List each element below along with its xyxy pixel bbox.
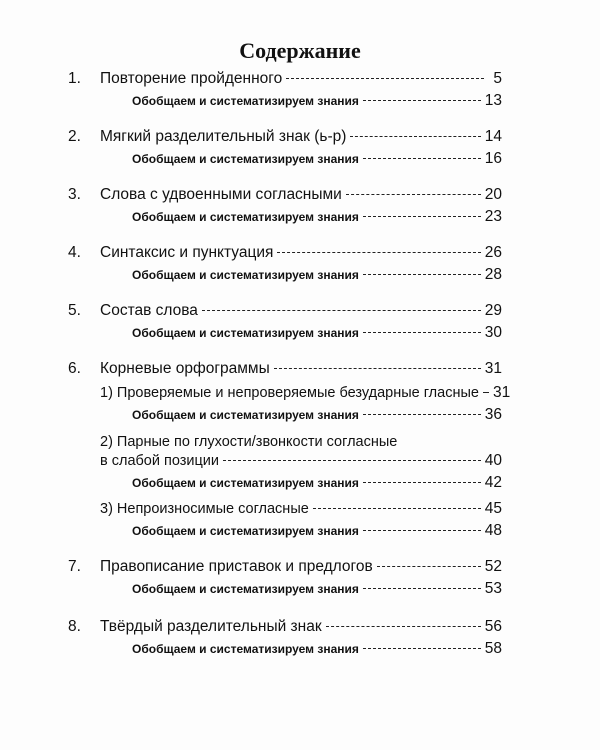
entry-number: 8. <box>68 618 81 635</box>
leader-line <box>274 367 481 369</box>
summary-title: Обобщаем и систематизируем знания <box>132 152 359 166</box>
leader-line <box>223 459 481 461</box>
leader-line <box>363 215 481 217</box>
page-number: 52 <box>484 558 502 575</box>
leader-line <box>363 273 481 275</box>
toc-summary-8[interactable] <box>132 640 502 658</box>
leader-line <box>363 529 481 531</box>
entry-title: Твёрдый разделительный знак <box>100 618 322 635</box>
summary-title: Обобщаем и систематизируем знания <box>132 268 359 282</box>
toc-subentry-6-2[interactable] <box>100 452 502 470</box>
page-number: 23 <box>484 208 502 225</box>
leader-line <box>377 565 481 567</box>
toc-subentry-6-3[interactable] <box>100 500 502 518</box>
entry-title: Правописание приставок и предлогов <box>100 558 373 575</box>
page-number: 5 <box>493 70 502 87</box>
leader-line <box>483 391 489 393</box>
toc-subentry-6-2-line1[interactable] <box>100 434 397 450</box>
entry-title-continued: в слабой позиции <box>100 453 220 469</box>
page-number: 16 <box>484 150 502 167</box>
page-number: 29 <box>484 302 502 319</box>
toc-entry-3[interactable] <box>68 186 502 204</box>
entry-title: Синтаксис и пунктуация <box>100 244 274 261</box>
toc-summary-6-3[interactable] <box>132 522 502 540</box>
leader-line <box>202 309 481 311</box>
page-number: 53 <box>484 580 502 597</box>
summary-title: Обобщаем и систематизируем знания <box>132 326 359 340</box>
summary-title: Обобщаем и систематизируем знания <box>132 94 359 108</box>
toc-entry-1[interactable] <box>68 70 502 88</box>
toc-entry-2[interactable] <box>68 128 502 146</box>
page-number: 36 <box>484 406 502 423</box>
toc-summary-2[interactable] <box>132 150 502 168</box>
page-number: 42 <box>484 474 502 491</box>
entry-title: Мягкий разделительный знак (ь-р) <box>100 128 347 145</box>
leader-line <box>363 157 481 159</box>
page-title: Содержание <box>239 38 361 63</box>
toc-subentry-6-1[interactable] <box>100 384 511 402</box>
page-number: 58 <box>484 640 502 657</box>
summary-title: Обобщаем и систематизируем знания <box>132 642 359 656</box>
entry-title: 3) Непроизносимые согласные <box>100 501 309 517</box>
entry-number: 7. <box>68 558 81 575</box>
entry-number: 6. <box>68 360 81 377</box>
entry-number: 5. <box>68 302 81 319</box>
entry-title: 1) Проверяемые и непроверяемые безударные гласные <box>100 385 479 401</box>
toc-entry-8[interactable] <box>68 618 502 636</box>
toc-entry-4[interactable] <box>68 244 502 262</box>
leader-line <box>363 587 481 589</box>
entry-number: 3. <box>68 186 81 203</box>
page-number: 20 <box>484 186 502 203</box>
toc-entry-6[interactable] <box>68 360 502 378</box>
page-number: 30 <box>484 324 502 341</box>
leader-line <box>313 507 481 509</box>
entry-title: Повторение пройденного <box>100 70 283 87</box>
page-number: 45 <box>484 500 502 517</box>
summary-title: Обобщаем и систематизируем знания <box>132 408 359 422</box>
leader-line <box>363 331 481 333</box>
toc-summary-6-1[interactable] <box>132 406 502 424</box>
entry-number: 2. <box>68 128 81 145</box>
page-number: 40 <box>484 452 502 469</box>
leader-line <box>363 413 481 415</box>
entry-title: Состав слова <box>100 302 198 319</box>
page-number: 14 <box>484 128 502 145</box>
toc-summary-3[interactable] <box>132 208 502 226</box>
summary-title: Обобщаем и систематизируем знания <box>132 582 359 596</box>
leader-line <box>363 481 481 483</box>
entry-number: 4. <box>68 244 81 261</box>
toc-summary-7[interactable] <box>132 580 502 598</box>
leader-line <box>363 99 481 101</box>
page-number: 56 <box>484 618 502 635</box>
summary-title: Обобщаем и систематизируем знания <box>132 476 359 490</box>
page-number: 28 <box>484 266 502 283</box>
page-number: 31 <box>484 360 502 377</box>
toc-summary-5[interactable] <box>132 324 502 342</box>
leader-line <box>277 251 480 253</box>
entry-title: Слова с удвоенными согласными <box>100 186 342 203</box>
toc-entry-7[interactable] <box>68 558 502 576</box>
leader-line <box>286 77 484 79</box>
page-number: 31 <box>492 384 511 401</box>
entry-number: 1. <box>68 70 81 87</box>
page-number: 13 <box>484 92 502 109</box>
leader-line <box>346 193 481 195</box>
toc-summary-4[interactable] <box>132 266 502 284</box>
toc-summary-1[interactable] <box>132 92 502 110</box>
leader-line <box>363 647 481 649</box>
leader-line <box>350 135 480 137</box>
entry-title: 2) Парные по глухости/звонкости согласные <box>100 434 398 450</box>
toc-entry-5[interactable] <box>68 302 502 320</box>
page-number: 26 <box>484 244 502 261</box>
entry-title: Корневые орфограммы <box>100 360 270 377</box>
summary-title: Обобщаем и систематизируем знания <box>132 524 359 538</box>
leader-line <box>326 625 481 627</box>
page-number: 48 <box>484 522 502 539</box>
summary-title: Обобщаем и систематизируем знания <box>132 210 359 224</box>
toc-summary-6-2[interactable] <box>132 474 502 492</box>
